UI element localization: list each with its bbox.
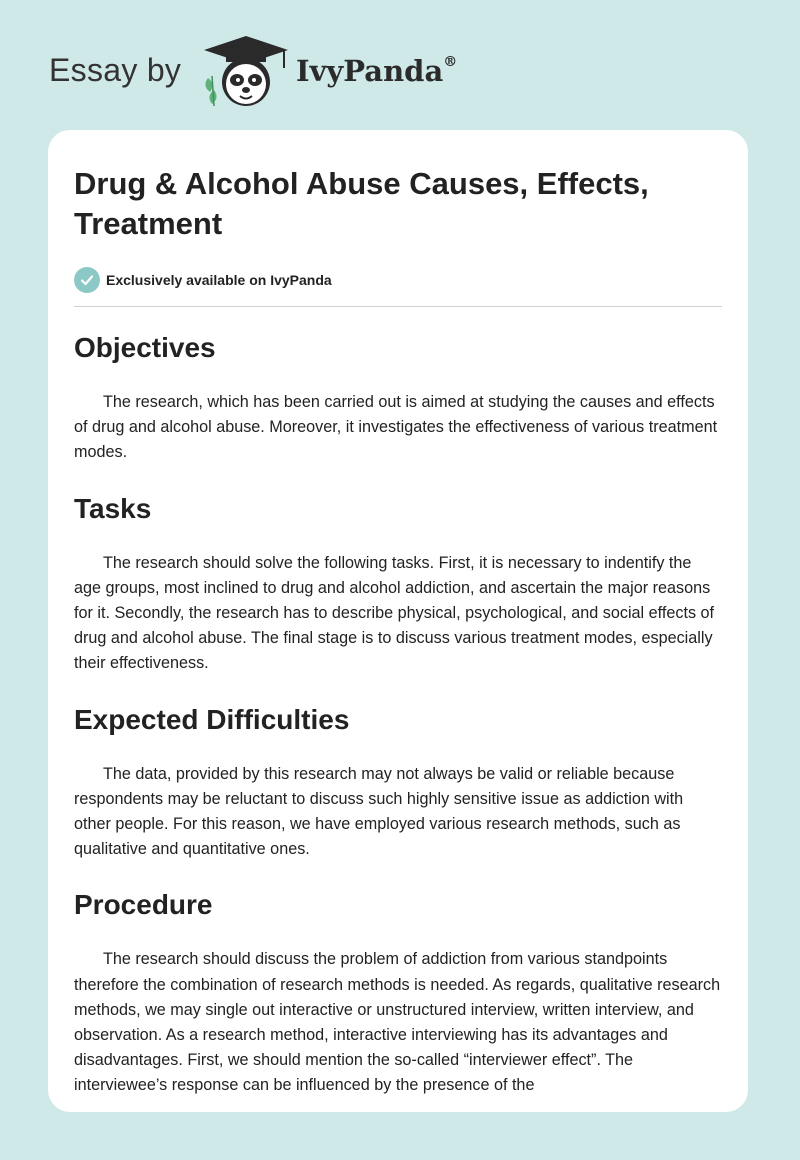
section-expected-difficulties [74,703,722,863]
section-paragraph: The data, provided by this research may not always be valid or reliable because respondents may be reluctant to discuss such highly sensitive issue as addiction with other people. For this reason, we have employed various research methods, such as qualitative and quantitative ones. [74,764,684,859]
brand-prefix: Essay by [49,52,182,88]
section-heading: Tasks [74,492,152,524]
check-icon [74,267,100,293]
essay-title: Drug & Alcohol Abuse Causes, Effects, Treatment [74,166,649,241]
section-procedure [74,888,722,1098]
section-heading: Objectives [74,332,216,363]
section-paragraph: The research, which has been carried out is aimed at studying the causes and effects of drug and alcohol abuse. Moreover, it investigates the effectiveness of various treatment modes. [74,393,718,462]
brand-header [0,0,800,130]
section-paragraph: The research should discuss the problem of addiction from various standpoints therefore the combination of research methods is needed. As regards, qualitative research methods, we may single out interactive or unstructured interview, written interview, and observation. As a research method, interactive interviewing has its advantages and disadvantages. First, we should mention the so-called “interviewer effect”. The interviewee’s response can be influenced by the presence of the [74,950,721,1095]
brand-name: IvyPanda® [296,54,458,88]
exclusive-badge [74,266,722,294]
section-heading: Procedure [74,889,213,921]
section-objectives [74,331,722,466]
section-heading: Expected Difficulties [74,703,350,735]
panda-logo-icon[interactable] [200,34,292,110]
section-tasks [74,492,722,677]
section-paragraph: The research should solve the following tasks. First, it is necessary to indentify the age groups, most inclined to drug and alcohol addiction, and ascertain the major reasons for it. Secondly, the research has to describe physical, psychological, and social effects of drug and alcohol abuse. The final stage is to discuss various treatment modes, especially their effectiveness. [74,553,715,673]
exclusive-label: Exclusively available on IvyPanda [106,272,332,288]
divider [74,306,722,307]
essay-card [48,130,748,1112]
